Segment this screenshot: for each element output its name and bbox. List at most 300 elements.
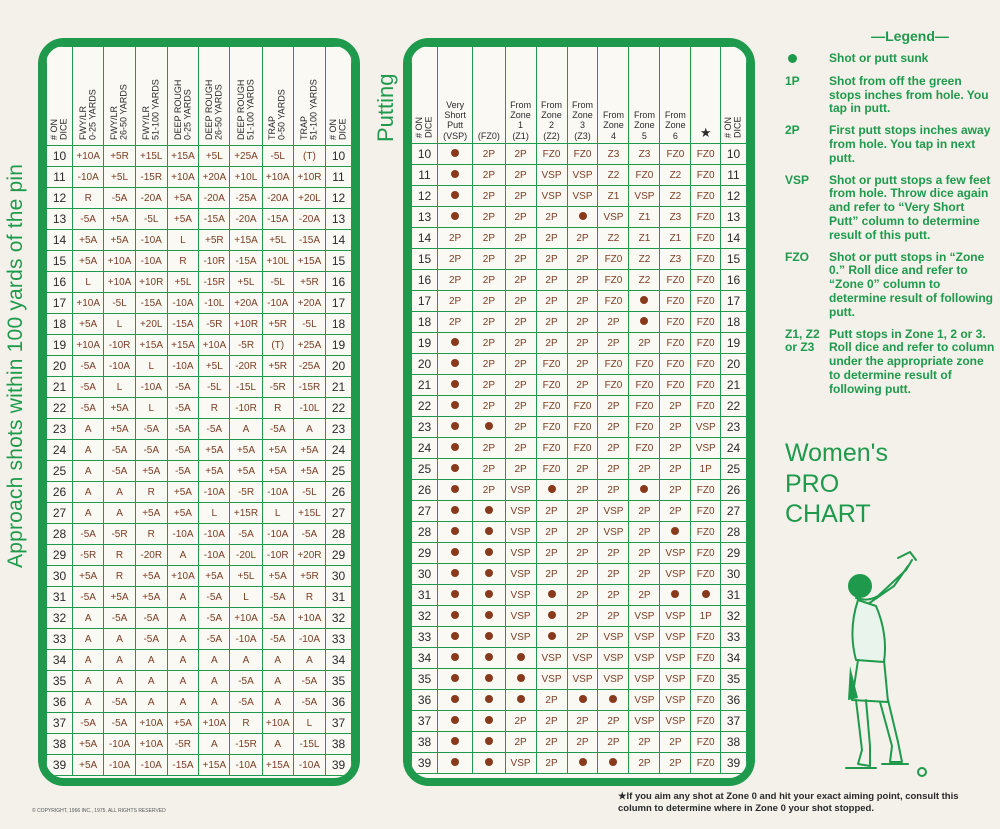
dice-number: 15 <box>47 251 73 272</box>
result-cell: +10A <box>135 713 167 734</box>
result-cell: R <box>104 566 135 587</box>
result-cell: -10A <box>167 524 198 545</box>
result-cell: VSP <box>629 648 660 669</box>
legend-item <box>785 251 995 320</box>
dice-number: 14 <box>326 230 352 251</box>
dice-number: 14 <box>721 228 747 249</box>
result-cell: -5R <box>230 482 262 503</box>
result-cell: VSP <box>536 669 567 690</box>
sunk-dot-icon <box>517 653 525 661</box>
result-cell: 2P <box>598 417 629 438</box>
table-row <box>412 459 747 480</box>
result-cell: +5A <box>230 440 262 461</box>
result-cell: -5A <box>73 398 104 419</box>
result-cell: -15A <box>262 209 293 230</box>
result-cell: -10A <box>199 524 230 545</box>
result-cell: +5A <box>262 440 293 461</box>
result-cell: +10A <box>199 335 230 356</box>
result-cell: 2P <box>598 333 629 354</box>
result-cell: FZ0 <box>660 312 691 333</box>
result-cell: 2P <box>536 690 567 711</box>
sunk-dot-icon <box>485 506 493 514</box>
result-cell: FZ0 <box>660 333 691 354</box>
dice-number: 12 <box>412 186 438 207</box>
result-cell: +5R <box>293 272 325 293</box>
result-cell: 2P <box>598 459 629 480</box>
result-cell: VSP <box>660 711 691 732</box>
dice-number: 26 <box>326 482 352 503</box>
sunk-dot-cell <box>660 585 691 606</box>
sunk-dot-icon <box>485 569 493 577</box>
dice-number: 27 <box>412 501 438 522</box>
result-cell: 2P <box>536 249 567 270</box>
result-cell: +20R <box>293 545 325 566</box>
dice-number: 30 <box>47 566 73 587</box>
dice-column-header-label: # ON DICE <box>414 116 434 138</box>
dice-number: 15 <box>412 249 438 270</box>
result-cell: 2P <box>536 732 567 753</box>
sunk-dot-cell <box>473 543 505 564</box>
result-cell: 2P <box>505 438 536 459</box>
result-cell: Z2 <box>598 165 629 186</box>
legend-dot-icon <box>785 52 829 67</box>
result-cell: -10A <box>167 356 198 377</box>
table-row <box>47 398 352 419</box>
result-cell: R <box>135 482 167 503</box>
result-cell: VSP <box>629 627 660 648</box>
result-cell: +5A <box>73 251 104 272</box>
table-row <box>47 293 352 314</box>
sunk-dot-cell <box>536 627 567 648</box>
result-cell: (T) <box>262 335 293 356</box>
result-cell: 2P <box>598 564 629 585</box>
result-cell: FZ0 <box>598 270 629 291</box>
table-row <box>47 587 352 608</box>
result-cell: +20L <box>135 314 167 335</box>
result-cell: FZ0 <box>536 417 567 438</box>
dice-number: 38 <box>412 732 438 753</box>
result-cell: VSP <box>505 564 536 585</box>
result-cell: 2P <box>598 480 629 501</box>
result-cell: -5A <box>230 671 262 692</box>
legend-text: Shot or putt stops a few feet from hole. Throw dice again and refer to “Very Short Putt” column to determine result of this putt. <box>829 172 991 242</box>
result-cell: -5L <box>104 293 135 314</box>
result-cell: FZ0 <box>691 144 721 165</box>
result-cell: R <box>104 545 135 566</box>
table-row <box>412 291 747 312</box>
sunk-dot-icon <box>451 506 459 514</box>
dice-number: 34 <box>326 650 352 671</box>
result-cell: FZ0 <box>691 186 721 207</box>
column-header-label: FWY/LR 0-25 YARDS <box>77 89 98 140</box>
table-row <box>412 396 747 417</box>
sunk-dot-icon <box>451 611 459 619</box>
result-cell: 2P <box>536 207 567 228</box>
result-cell: 2P <box>536 312 567 333</box>
result-cell: A <box>104 629 135 650</box>
table-row <box>412 585 747 606</box>
result-cell: -5A <box>135 419 167 440</box>
sunk-dot-cell <box>660 522 691 543</box>
result-cell: +5A <box>135 566 167 587</box>
result-cell: -15A <box>167 755 198 776</box>
column-header <box>598 47 629 144</box>
result-cell: Z2 <box>629 249 660 270</box>
dice-number: 29 <box>412 543 438 564</box>
result-cell: 2P <box>438 312 473 333</box>
result-cell: -5L <box>199 377 230 398</box>
sunk-dot-icon <box>485 653 493 661</box>
result-cell: -5L <box>262 272 293 293</box>
sunk-dot-cell <box>438 543 473 564</box>
result-cell: -5L <box>135 209 167 230</box>
result-cell: R <box>73 188 104 209</box>
footnote: ★If you aim any shot at Zone 0 and hit your exact aiming point, consult this column to determine where in Zone 0 your shot stopped. <box>618 791 959 814</box>
result-cell: -15R <box>199 272 230 293</box>
result-cell: 2P <box>536 501 567 522</box>
sunk-dot-cell <box>438 459 473 480</box>
result-cell: -10A <box>135 377 167 398</box>
result-cell: Z1 <box>660 228 691 249</box>
result-cell: A <box>262 734 293 755</box>
result-cell: 2P <box>567 711 598 732</box>
result-cell: FZ0 <box>629 165 660 186</box>
result-cell: +25A <box>293 335 325 356</box>
result-cell: A <box>199 734 230 755</box>
table-row <box>47 566 352 587</box>
result-cell: -10A <box>262 293 293 314</box>
result-cell: -15A <box>135 293 167 314</box>
result-cell: -5A <box>199 608 230 629</box>
result-cell: Z2 <box>660 165 691 186</box>
result-cell: 2P <box>505 711 536 732</box>
result-cell: A <box>104 482 135 503</box>
sunk-dot-cell <box>473 585 505 606</box>
result-cell: 2P <box>567 333 598 354</box>
result-cell: 2P <box>473 144 505 165</box>
legend-text: Putt stops in Zone 1, 2 or 3. Roll dice and refer to column under the appropriate zone to determine result of following putt. <box>829 326 995 396</box>
result-cell: FZ0 <box>660 291 691 312</box>
table-row <box>412 543 747 564</box>
result-cell: -5R <box>262 377 293 398</box>
column-header-label: DEEP ROUGH 0-25 YARDS <box>172 79 192 140</box>
result-cell: +10R <box>293 167 325 188</box>
result-cell: +15A <box>167 335 198 356</box>
dice-number: 23 <box>326 419 352 440</box>
sunk-dot-cell <box>438 711 473 732</box>
column-header-label: From Zone 5 <box>633 109 655 141</box>
dice-number: 25 <box>721 459 747 480</box>
result-cell: A <box>293 650 325 671</box>
result-cell: -10A <box>230 755 262 776</box>
result-cell: -5R <box>199 314 230 335</box>
result-cell: -10A <box>135 755 167 776</box>
table-row <box>47 650 352 671</box>
dice-number: 34 <box>47 650 73 671</box>
dice-number: 21 <box>326 377 352 398</box>
result-cell: FZ0 <box>691 564 721 585</box>
result-cell: A <box>199 692 230 713</box>
result-cell: +5A <box>135 503 167 524</box>
result-cell: +5L <box>199 146 230 167</box>
result-cell: R <box>167 251 198 272</box>
result-cell: +15A <box>199 755 230 776</box>
dice-number: 35 <box>47 671 73 692</box>
dice-number: 16 <box>721 270 747 291</box>
dice-number: 32 <box>412 606 438 627</box>
dice-number: 12 <box>721 186 747 207</box>
result-cell: -5A <box>167 398 198 419</box>
chart-title-line1: Women's <box>785 439 888 467</box>
result-cell: -15R <box>230 734 262 755</box>
result-cell: L <box>230 587 262 608</box>
result-cell: 2P <box>660 732 691 753</box>
sunk-dot-cell <box>473 711 505 732</box>
result-cell: 2P <box>629 501 660 522</box>
dice-number: 25 <box>326 461 352 482</box>
result-cell: -5A <box>104 440 135 461</box>
result-cell: A <box>167 608 198 629</box>
result-cell: -20A <box>135 188 167 209</box>
result-cell: VSP <box>567 186 598 207</box>
table-row <box>412 228 747 249</box>
result-cell: -5R <box>104 524 135 545</box>
result-cell: 2P <box>567 459 598 480</box>
result-cell: -15L <box>230 377 262 398</box>
result-cell: +20A <box>230 293 262 314</box>
sunk-dot-icon <box>451 653 459 661</box>
dice-number: 29 <box>47 545 73 566</box>
legend-item <box>785 174 995 243</box>
dice-number: 24 <box>47 440 73 461</box>
result-cell: 2P <box>505 732 536 753</box>
table-row <box>47 671 352 692</box>
dice-number: 19 <box>412 333 438 354</box>
result-cell: A <box>73 503 104 524</box>
result-cell: -10A <box>293 629 325 650</box>
result-cell: +10A <box>73 335 104 356</box>
result-cell: 2P <box>505 228 536 249</box>
sunk-dot-cell <box>473 753 505 774</box>
result-cell: 2P <box>660 501 691 522</box>
table-row <box>412 270 747 291</box>
legend-key: 2P <box>785 123 800 138</box>
result-cell: Z3 <box>660 207 691 228</box>
result-cell: +10A <box>230 608 262 629</box>
dice-number: 17 <box>47 293 73 314</box>
result-cell: 2P <box>629 333 660 354</box>
result-cell: +5R <box>293 566 325 587</box>
result-cell: VSP <box>598 648 629 669</box>
result-cell: -10A <box>104 734 135 755</box>
result-cell: VSP <box>567 165 598 186</box>
dice-number: 11 <box>721 165 747 186</box>
dice-number: 36 <box>721 690 747 711</box>
result-cell: Z3 <box>660 249 691 270</box>
result-cell: -15L <box>293 734 325 755</box>
result-cell: 2P <box>505 165 536 186</box>
sunk-dot-cell <box>438 396 473 417</box>
sunk-dot-cell <box>567 207 598 228</box>
table-row <box>47 713 352 734</box>
result-cell: A <box>199 671 230 692</box>
sunk-dot-icon <box>485 737 493 745</box>
sunk-dot-icon <box>485 695 493 703</box>
result-cell: 2P <box>660 753 691 774</box>
result-cell: FZ0 <box>691 333 721 354</box>
dice-number: 12 <box>326 188 352 209</box>
result-cell: 2P <box>567 270 598 291</box>
result-cell: 2P <box>473 480 505 501</box>
table-row <box>47 692 352 713</box>
sunk-dot-cell <box>438 438 473 459</box>
result-cell: +5A <box>104 587 135 608</box>
result-cell: -10L <box>293 398 325 419</box>
result-cell: FZ0 <box>536 354 567 375</box>
dice-number: 10 <box>326 146 352 167</box>
dice-number: 15 <box>721 249 747 270</box>
result-cell: -10A <box>199 482 230 503</box>
result-cell: 2P <box>505 333 536 354</box>
dice-column-header-label: # ON DICE <box>723 116 743 138</box>
dice-number: 24 <box>326 440 352 461</box>
result-cell: A <box>167 671 198 692</box>
result-cell: 2P <box>629 543 660 564</box>
result-cell: FZ0 <box>691 732 721 753</box>
dice-column-header <box>326 47 352 146</box>
dice-number: 18 <box>412 312 438 333</box>
column-header-label: TRAP 0-50 YARDS <box>267 89 287 140</box>
result-cell: Z1 <box>598 186 629 207</box>
legend-item <box>785 52 995 67</box>
dice-number: 18 <box>721 312 747 333</box>
table-row <box>47 188 352 209</box>
sunk-dot-icon <box>451 632 459 640</box>
result-cell: +10A <box>73 293 104 314</box>
dice-number: 28 <box>47 524 73 545</box>
result-cell: 2P <box>473 207 505 228</box>
column-header-label: FWY/LR 51-100 YARDS <box>140 79 161 140</box>
result-cell: -20A <box>262 188 293 209</box>
sunk-dot-cell <box>598 753 629 774</box>
result-cell: L <box>135 356 167 377</box>
putting-table <box>411 46 747 774</box>
table-row <box>47 209 352 230</box>
approach-side-title: Approach shots within 100 yards of the pin <box>4 163 27 568</box>
result-cell: 2P <box>505 396 536 417</box>
table-row <box>412 522 747 543</box>
result-cell: VSP <box>505 585 536 606</box>
sunk-dot-icon <box>451 695 459 703</box>
result-cell: +5A <box>73 566 104 587</box>
sunk-dot-icon <box>485 590 493 598</box>
sunk-dot-cell <box>438 333 473 354</box>
result-cell: +5A <box>73 755 104 776</box>
dice-number: 27 <box>47 503 73 524</box>
dice-number: 29 <box>326 545 352 566</box>
dice-number: 37 <box>326 713 352 734</box>
sunk-dot-icon <box>485 611 493 619</box>
result-cell: A <box>262 692 293 713</box>
result-cell: -10A <box>73 167 104 188</box>
result-cell: FZ0 <box>691 165 721 186</box>
result-cell: 2P <box>660 459 691 480</box>
result-cell: -5A <box>104 713 135 734</box>
result-cell: -5A <box>73 524 104 545</box>
result-cell: +10A <box>104 272 135 293</box>
result-cell: A <box>73 692 104 713</box>
result-cell: +5A <box>135 587 167 608</box>
result-cell: 2P <box>629 459 660 480</box>
result-cell: -5A <box>230 524 262 545</box>
result-cell: +5L <box>199 356 230 377</box>
result-cell: FZ0 <box>629 375 660 396</box>
result-cell: +5A <box>262 461 293 482</box>
legend-item <box>785 328 995 397</box>
sunk-dot-icon <box>702 590 710 598</box>
legend-key: FZO <box>785 249 809 264</box>
result-cell: +10A <box>199 713 230 734</box>
sunk-dot-icon <box>451 149 459 157</box>
dice-number: 11 <box>326 167 352 188</box>
sunk-dot-icon <box>579 212 587 220</box>
result-cell: +5L <box>104 167 135 188</box>
dice-number: 21 <box>47 377 73 398</box>
result-cell: 2P <box>438 249 473 270</box>
result-cell: -10A <box>135 230 167 251</box>
dice-number: 19 <box>326 335 352 356</box>
dice-number: 29 <box>721 543 747 564</box>
result-cell: +5R <box>199 230 230 251</box>
result-cell: 2P <box>505 249 536 270</box>
column-header <box>567 47 598 144</box>
sunk-dot-icon <box>517 674 525 682</box>
dice-number: 25 <box>412 459 438 480</box>
result-cell: FZ0 <box>598 354 629 375</box>
result-cell: 2P <box>505 375 536 396</box>
dice-number: 25 <box>47 461 73 482</box>
sunk-dot-icon <box>451 401 459 409</box>
result-cell: +15L <box>135 146 167 167</box>
dice-column-header <box>721 47 747 144</box>
result-cell: 2P <box>598 396 629 417</box>
table-row <box>47 755 352 776</box>
result-cell: -10R <box>199 251 230 272</box>
result-cell: +5A <box>293 461 325 482</box>
table-row <box>412 417 747 438</box>
result-cell: -10A <box>262 524 293 545</box>
result-cell: -10A <box>167 293 198 314</box>
dice-number: 19 <box>47 335 73 356</box>
dice-number: 35 <box>412 669 438 690</box>
result-cell: 2P <box>660 438 691 459</box>
result-cell: -20A <box>199 188 230 209</box>
result-cell: VSP <box>660 669 691 690</box>
result-cell: 2P <box>536 564 567 585</box>
table-row <box>47 482 352 503</box>
sunk-dot-cell <box>438 732 473 753</box>
dice-number: 28 <box>721 522 747 543</box>
sunk-dot-icon <box>485 548 493 556</box>
result-cell: FZ0 <box>691 648 721 669</box>
table-row <box>412 627 747 648</box>
result-cell: -15A <box>293 230 325 251</box>
result-cell: 2P <box>505 270 536 291</box>
result-cell: 2P <box>438 228 473 249</box>
result-cell: -5A <box>199 587 230 608</box>
result-cell: VSP <box>505 501 536 522</box>
result-cell: L <box>135 398 167 419</box>
